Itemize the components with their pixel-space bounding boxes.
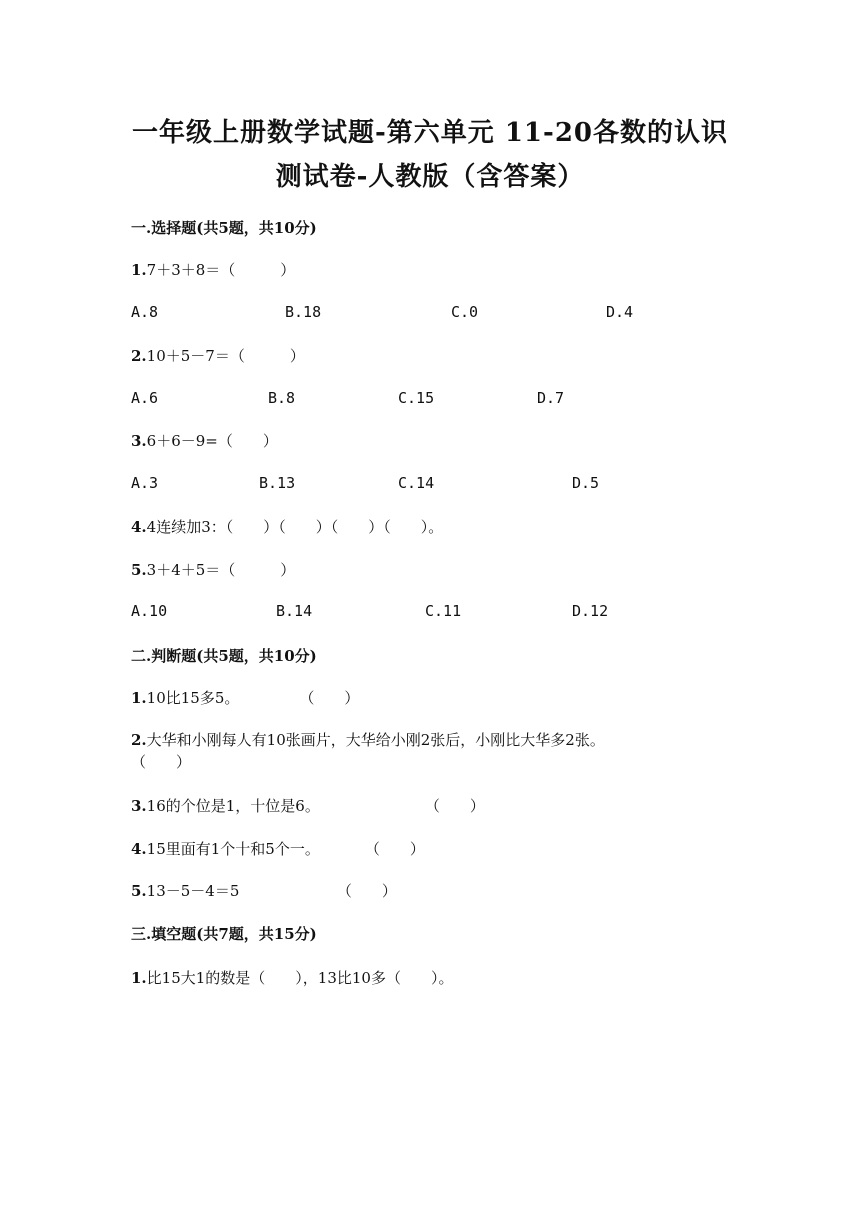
option-b: B.18 xyxy=(285,303,322,321)
option-a: A.10 xyxy=(131,602,168,620)
option-a: A.8 xyxy=(131,303,159,321)
option-b: B.13 xyxy=(259,474,296,492)
option-b: B.8 xyxy=(268,389,296,407)
option-d: D.12 xyxy=(572,602,609,620)
question-text: 13－5－4＝5 （ ） xyxy=(146,882,397,900)
option-a: A.6 xyxy=(131,389,159,407)
question-1-4 xyxy=(131,516,443,537)
section-heading-judge: 二.判断题(共5题，共10分) xyxy=(131,647,317,665)
option-d: D.5 xyxy=(572,474,600,492)
question-number: 1. xyxy=(131,261,147,279)
question-2-3 xyxy=(131,795,485,816)
page-title-line-2: 测试卷-人教版（含答案） xyxy=(275,162,585,192)
question-number: 2. xyxy=(131,731,147,749)
question-3-1 xyxy=(131,967,453,988)
option-a: A.3 xyxy=(131,474,159,492)
question-number: 5. xyxy=(131,882,147,900)
question-2-5 xyxy=(131,880,397,901)
question-text: 7＋3＋8＝（ ） xyxy=(146,261,296,279)
question-number: 4. xyxy=(131,518,147,536)
question-text: 10比15多5。 （ ） xyxy=(146,689,360,707)
question-number: 3. xyxy=(131,432,147,450)
question-number: 3. xyxy=(131,797,147,815)
option-b: B.14 xyxy=(276,602,313,620)
question-number: 1. xyxy=(131,969,147,987)
section-heading-fill: 三.填空题(共7题，共15分) xyxy=(131,925,317,943)
question-number: 1. xyxy=(131,689,147,707)
question-text: 6＋6－9=（ ） xyxy=(146,432,278,450)
question-1-5 xyxy=(131,559,295,580)
question-2-4 xyxy=(131,838,425,859)
page-title-line-1: 一年级上册数学试题-第六单元 11-20各数的认识 xyxy=(132,118,728,148)
question-text: 比15大1的数是（ ），13比10多（ ）。 xyxy=(146,969,454,987)
question-number: 5. xyxy=(131,561,147,579)
section-heading-choice: 一.选择题(共5题，共10分) xyxy=(131,219,317,237)
question-1-3 xyxy=(131,430,278,451)
question-number: 4. xyxy=(131,840,147,858)
question-text: 大华和小刚每人有10张画片，大华给小刚2张后，小刚比大华多2张。 （ ） xyxy=(131,731,643,771)
option-d: D.7 xyxy=(537,389,565,407)
option-c: C.11 xyxy=(425,602,462,620)
question-2-1 xyxy=(131,687,359,708)
option-c: C.15 xyxy=(398,389,435,407)
question-1-1 xyxy=(131,259,295,280)
question-2-2 xyxy=(131,729,671,773)
question-text: 10＋5－7＝（ ） xyxy=(146,347,305,365)
question-1-2 xyxy=(131,345,305,366)
question-text: 3＋4＋5＝（ ） xyxy=(146,561,296,579)
question-text: 15里面有1个十和5个一。 （ ） xyxy=(146,840,425,858)
option-c: C.0 xyxy=(451,303,479,321)
option-c: C.14 xyxy=(398,474,435,492)
question-text: 4连续加3：（ ）（ ）（ ）（ ）。 xyxy=(146,518,444,536)
option-d: D.4 xyxy=(606,303,634,321)
question-text: 16的个位是1，十位是6。 （ ） xyxy=(146,797,485,815)
question-number: 2. xyxy=(131,347,147,365)
